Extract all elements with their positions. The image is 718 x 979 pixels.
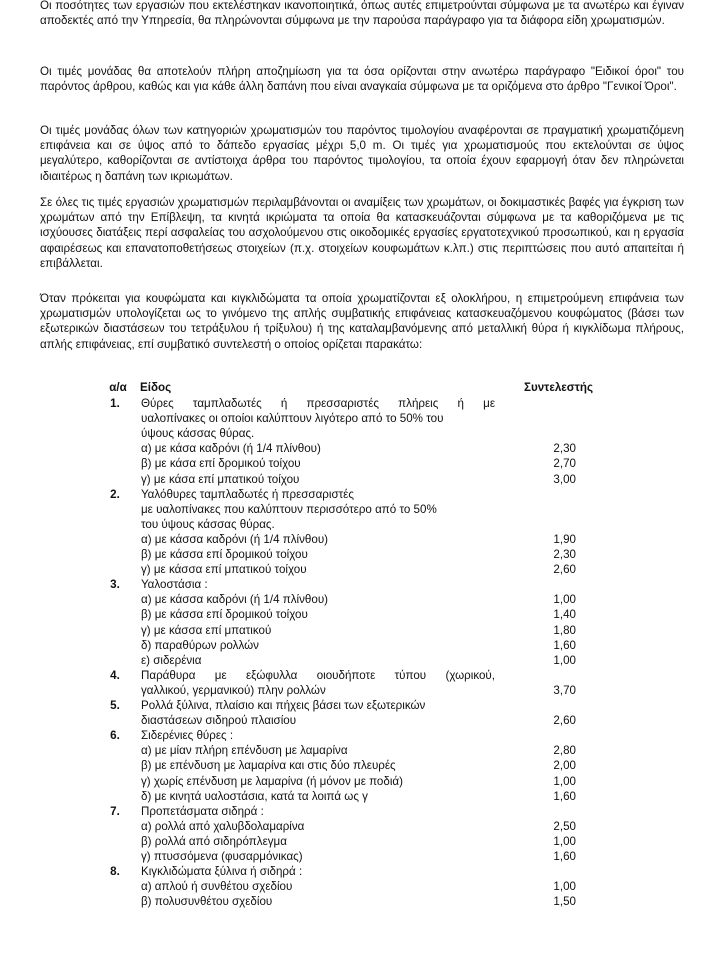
header-coefficient: Συντελεστής xyxy=(524,381,593,394)
item-description: γ) με κάσα επί μπατικού τοίχου xyxy=(141,472,300,486)
item-description: Θύρες ταμπλαδωτές ή πρεσσαριστές πλήρεις ή με xyxy=(141,397,495,410)
item-description: α) με κάσσα καδρόνι (ή 1/4 πλίνθου) xyxy=(141,593,329,607)
item-description: Υαλοστάσια : xyxy=(141,578,208,592)
item-coefficient: 3,70 xyxy=(553,683,576,697)
paragraph-height-limits xyxy=(40,123,684,184)
item-number: 1. xyxy=(110,397,120,410)
item-coefficient: 1,60 xyxy=(553,789,576,803)
item-description: β) με κάσα επί δρομικού τοίχου xyxy=(141,457,301,471)
text-line: καταλαμβανόμενης από μεταλλική θύρα ή κιγκλίδωμα πλήρους, απλής επιφάνειας, επί συμβατικό συντελεστή xyxy=(40,322,684,351)
item-description: β) με κάσσα επί δρομικού τοίχου xyxy=(141,548,308,561)
item-coefficient: 1,60 xyxy=(553,638,576,652)
item-coefficient: 2,60 xyxy=(553,714,576,728)
item-description: α) με κάσσα καδρόνι (ή 1/4 πλίνθου) xyxy=(141,532,329,546)
item-number: 4. xyxy=(110,668,120,682)
item-description: α) με κάσα καδρόνι (ή 1/4 πλίνθου) xyxy=(141,442,321,456)
table-row xyxy=(0,849,718,864)
text-line: Οι ποσότητες των εργασιών που εκτελέστηκαν ικανοποιητικά, όπως αυτές επιμετρούνται σύμφωνα με τα xyxy=(40,0,580,12)
table-row xyxy=(0,683,718,698)
item-description: α) ρολλά από χαλυβδολαμαρίνα xyxy=(141,819,305,833)
table-row xyxy=(0,638,718,653)
table-row xyxy=(0,653,718,668)
text-line: εκτελούνται σε ύψος μεγαλύτερο, καθορίζονται σε αντίστοιχα άρθρα του παρόντος τιμολογίου, τα οποία xyxy=(40,139,684,168)
table-row xyxy=(0,789,718,804)
text-line: έχουν εφαρμογή όταν δεν πληρώνεται ιδιαιτέρως η δαπάνη των ικριωμάτων. xyxy=(40,154,685,183)
text-line: Οι τιμές μονάδας θα αποτελούν πλήρη αποζημίωση για τα όσα ορίζονται στην ανωτέρω παράγραφο "Ειδικοί xyxy=(40,65,630,78)
item-description: β) πολυσυνθέτου σχεδίου xyxy=(141,895,273,909)
item-description: γ) χωρίς επένδυση με λαμαρίνα (ή μόνον με ποδιά) xyxy=(141,774,403,788)
item-description: β) ρολλά από σιδηρόπλεγμα xyxy=(141,834,287,848)
item-description: Σιδερένιες θύρες : xyxy=(141,729,234,743)
item-coefficient: 1,40 xyxy=(553,608,576,622)
table-row xyxy=(0,502,718,517)
item-number: 8. xyxy=(110,865,120,879)
item-description: υαλοπίνακες οι οποίοι καλύπτουν λιγότερο από το 50% του xyxy=(141,412,444,426)
paragraph-measured-quantities xyxy=(40,0,684,28)
text-line: με τα καθοριζόμενα με τις ισχύουσες διατάξεις περί ασφαλείας του ασχολούμενου στις οικοδομικές εργασίες xyxy=(40,211,684,240)
item-number: 3. xyxy=(110,578,120,592)
table-row xyxy=(0,396,718,411)
text-line: Όταν πρόκειται για κουφώματα και κιγκλιδώματα τα οποία χρωματίζονται εξ ολοκλήρου, η επιμετρούμενη xyxy=(40,292,604,305)
item-description: δ) παραθύρων ρολλών xyxy=(141,638,259,652)
table-row xyxy=(0,426,718,441)
table-row xyxy=(0,879,718,894)
item-description: ε) σιδερένια xyxy=(141,653,202,667)
table-row xyxy=(0,698,718,713)
item-number: 7. xyxy=(110,804,120,818)
text-line: Οι τιμές μονάδας όλων των κατηγοριών χρωματισμών του παρόντος τιμολογίου αναφέρονται σε πραγματική xyxy=(40,124,603,137)
table-row xyxy=(0,713,718,728)
item-description: γ) με κάσσα επί μπατικού τοίχου xyxy=(141,563,307,577)
table-row xyxy=(0,728,718,743)
item-description: Κιγκλιδώματα ξύλινα ή σιδηρά : xyxy=(141,865,303,879)
item-coefficient: 2,30 xyxy=(553,442,576,456)
table-row xyxy=(0,864,718,879)
text-line: κουφωμάτων κ.λπ.) στις περιπτώσεις που αυτό απαιτείται ή επιβάλλεται. xyxy=(40,241,684,270)
item-coefficient: 2,70 xyxy=(553,457,576,471)
table-row xyxy=(0,577,718,592)
table-row xyxy=(0,547,718,562)
header-aa: α/α xyxy=(109,381,127,394)
item-coefficient: 1,00 xyxy=(553,774,576,788)
table-row xyxy=(0,834,718,849)
text-line: κατασκευαζόμενου κουφώματος (βάσει των εξωτερικών διαστάσεων του τετράξυλου ή τρίξυλου) ή της xyxy=(40,307,684,336)
item-number: 5. xyxy=(110,699,120,712)
table-row xyxy=(0,894,718,909)
item-description: Ρολλά ξύλινα, πλαίσιο και πήχεις βάσει των εξωτερικών xyxy=(141,699,426,712)
item-description: γ) με κάσσα επί μπατικού xyxy=(141,623,272,637)
item-description: Προπετάσματα σιδηρά : xyxy=(141,804,264,818)
table-row xyxy=(0,472,718,487)
item-description: β) με επένδυση με λαμαρίνα και στις δύο πλευρές xyxy=(141,759,396,773)
table-row xyxy=(0,562,718,577)
table-row xyxy=(0,623,718,638)
item-coefficient: 1,50 xyxy=(553,895,576,909)
item-number: 6. xyxy=(110,729,120,743)
table-row xyxy=(0,758,718,773)
item-description: γαλλικού, γερμανικού) πλην ρολλών xyxy=(141,683,326,697)
item-description: α) απλού ή συνθέτου σχεδίου xyxy=(141,880,293,894)
table-row xyxy=(0,487,718,502)
table-row xyxy=(0,668,718,683)
text-line: όροι" του παρόντος άρθρου, καθώς και για κάθε άλλη δαπάνη που είναι αναγκαία σύμφωνα με τα οριζόμενα xyxy=(40,65,684,94)
item-coefficient: 1,60 xyxy=(553,850,576,863)
item-description: α) με μίαν πλήρη επένδυση με λαμαρίνα xyxy=(141,744,348,758)
paragraph-included-works xyxy=(40,195,684,271)
item-description: γ) πτυσσόμενα (φυσαρμόνικας) xyxy=(141,850,303,863)
table-row xyxy=(0,743,718,758)
text-line: επιφάνεια των χρωματισμών υπολογίζεται ως το γινόμενο της απλής συμβατικής επιφάνειας xyxy=(40,292,684,321)
item-description: του ύψους κάσσας θύρας. xyxy=(141,517,275,531)
item-coefficient: 1,00 xyxy=(553,653,576,667)
item-description: ύψους κάσσας θύρας. xyxy=(141,427,255,441)
item-coefficient: 1,80 xyxy=(553,623,576,637)
text-line: Σε όλες τις τιμές εργασιών χρωματισμών περιλαμβάνονται οι αναμίξεις των χρωμάτων, οι δοκιμαστικές βαφές xyxy=(40,196,601,209)
table-row xyxy=(0,411,718,426)
item-coefficient: 1,00 xyxy=(553,834,576,848)
item-coefficient: 1,00 xyxy=(553,880,576,894)
table-row xyxy=(0,441,718,456)
paragraph-coefficient-intro xyxy=(40,291,684,352)
table-row xyxy=(0,592,718,607)
table-row xyxy=(0,819,718,834)
item-coefficient: 2,60 xyxy=(553,563,576,577)
item-coefficient: 1,00 xyxy=(553,593,576,607)
paragraph-unit-prices xyxy=(40,64,684,94)
text-line: ανωτέρω και έγιναν αποδεκτές από την Υπηρεσία, θα πληρώνονται σύμφωνα με την παρούσα παράγραφο xyxy=(40,0,684,28)
item-description: δ) με κινητά υαλοστάσια, κατά τα λοιπά ως γ xyxy=(141,789,368,803)
item-coefficient: 3,00 xyxy=(553,472,576,486)
table-row xyxy=(0,532,718,547)
item-coefficient: 2,00 xyxy=(553,759,576,773)
text-line: εργατοτεχνικού προσωπικού, και η εργασία αφαιρέσεως και επανατοποθετήσεως στοιχείων (π.χ. στοιχείων xyxy=(40,226,685,255)
table-row xyxy=(0,804,718,819)
item-description: Παράθυρα με εξώφυλλα οιουδήποτε τύπου (χωρικού, xyxy=(141,668,495,682)
table-header xyxy=(0,380,718,395)
table-row xyxy=(0,607,718,622)
text-line: για έγκριση των χρωμάτων από την Επίβλεψη, τα κινητά ικριώματα τα οποία θα κατασκευάζονται σύμφωνα xyxy=(40,196,684,225)
text-line: για τα διάφορα είδη χρωματισμών. xyxy=(487,14,665,28)
text-line: στο άρθρο "Γενικοί Όροι". xyxy=(545,80,677,94)
item-coefficient: 2,80 xyxy=(553,744,576,758)
header-eidos: Είδος xyxy=(140,381,172,394)
text-line: ο οποίος ορίζεται παρακάτω: xyxy=(274,337,423,351)
item-coefficient: 2,30 xyxy=(553,548,576,561)
item-description: με υαλοπίνακες που καλύπτουν περισσότερο από το 50% xyxy=(141,502,437,516)
table-row xyxy=(0,456,718,471)
item-coefficient: 1,90 xyxy=(553,532,576,546)
table-row xyxy=(0,517,718,532)
item-coefficient: 2,50 xyxy=(553,819,576,833)
table-row xyxy=(0,774,718,789)
item-description: Υαλόθυρες ταμπλαδωτές ή πρεσσαριστές xyxy=(141,487,354,501)
item-description: β) με κάσσα επί δρομικού τοίχου xyxy=(141,608,308,622)
item-number: 2. xyxy=(110,487,120,501)
item-description: διαστάσεων σιδηρού πλαισίου xyxy=(141,714,297,728)
text-line: χρωματιζόμενη επιφάνεια και σε ύψος από το δάπεδο εργασίας μέχρι 5,0 m. Οι τιμές για χρωματισμούς που xyxy=(40,124,684,153)
